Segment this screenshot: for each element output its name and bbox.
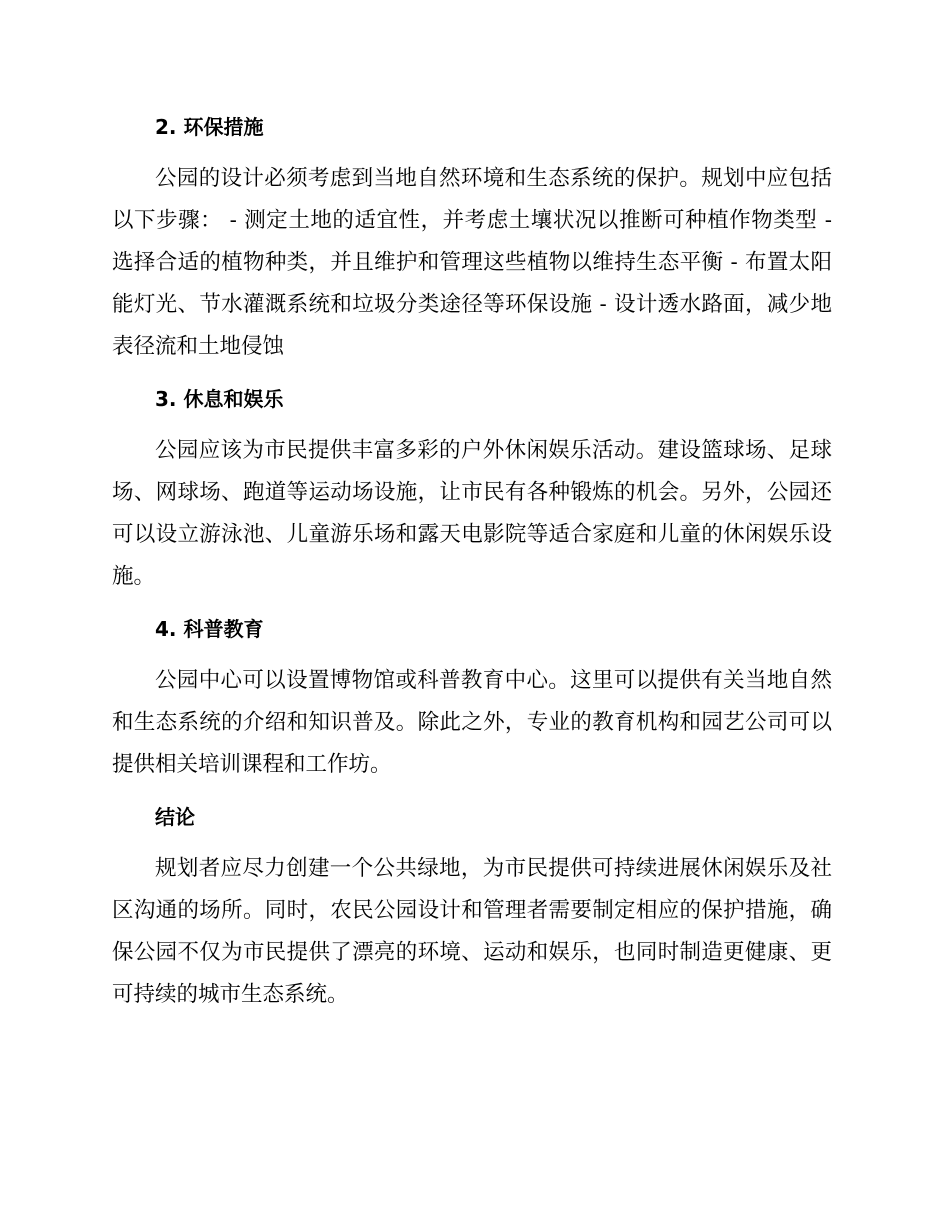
section-paragraph-environmental: 公园的设计必须考虑到当地自然环境和生态系统的保护。规划中应包括以下步骤： - 测定土地的适宜性，并考虑土壤状况以推断可种植作物类型 - 选择合适的植物种类，并且维护和管理这些植物以维持生态平衡 - 布置太阳能灯光、节水灌溉系统和垃圾分类途径等环保设施 - 设计透水路面，减少地表径流和土地侵蚀 xyxy=(112,166,832,359)
section-paragraph-recreation: 公园应该为市民提供丰富多彩的户外休闲娱乐活动。建设篮球场、足球场、网球场、跑道等运动场设施，让市民有各种锻炼的机会。另外，公园还可以设立游泳池、儿童游乐场和露天电影院等适合家庭和儿童的休闲娱乐设施。 xyxy=(112,438,832,589)
section-heading-education: 4. 科普教育 xyxy=(155,617,264,641)
section-heading-recreation: 3. 休息和娱乐 xyxy=(155,387,284,411)
section-heading-conclusion: 结论 xyxy=(155,805,195,829)
section-paragraph-education: 公园中心可以设置博物馆或科普教育中心。这里可以提供有关当地自然和生态系统的介绍和知识普及。除此之外，专业的教育机构和园艺公司可以提供相关培训课程和工作坊。 xyxy=(112,668,832,777)
document-page xyxy=(112,106,832,1026)
section-heading-environmental: 2. 环保措施 xyxy=(155,115,264,139)
section-paragraph-conclusion: 规划者应尽力创建一个公共绿地，为市民提供可持续进展休闲娱乐及社区沟通的场所。同时，农民公园设计和管理者需要制定相应的保护措施，确保公园不仅为市民提供了漂亮的环境、运动和娱乐，也同时制造更健康、更可持续的城市生态系统。 xyxy=(112,856,832,1007)
